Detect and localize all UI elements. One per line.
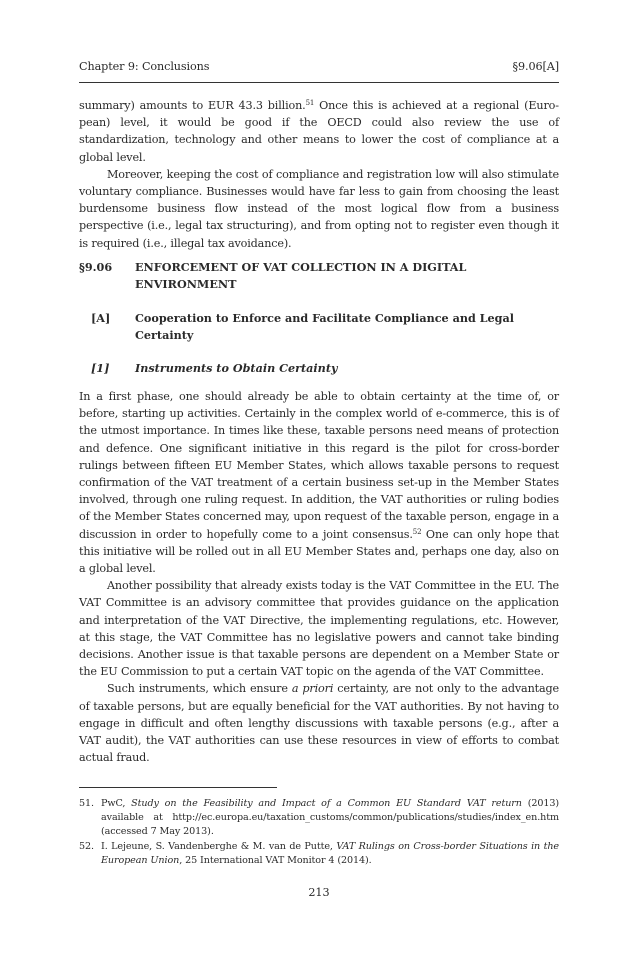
subsection-heading: [79, 310, 559, 344]
footnote-text: I. Lejeune, S. Vandenberghe & M. van de Putte, VAT Rulings on Cross-border Situations in the European Union, 25 International VAT Monitor 4 (2014).: [101, 840, 560, 866]
subsection-title: Cooperation to Enforce and Facilitate Compliance and Legal Certainty: [135, 311, 514, 343]
footnote-51: [79, 797, 559, 840]
footnote-rule: [79, 787, 277, 788]
section-heading: [79, 259, 559, 293]
footnote-number: 51.: [79, 798, 94, 809]
chapter-title: Chapter 9: Conclusions: [79, 60, 210, 73]
running-header: [79, 60, 559, 73]
section-reference: §9.06[A]: [512, 60, 559, 73]
main-paragraph-1: In a first phase, one should already be able to obtain certainty at the time of, or before, starting up activities. Certainly in the complex world of e-commerce, this is of the utmost importance. In times like these, taxable persons need means of protection and defence. One significant initiative in this regard is the pilot for cross-border rulings between fifteen EU Member States, which allows taxable persons to request confirmation of the VAT treatment of a certain business set-up in the Member States involved, through one ruling request. In addition, the VAT authorities or ruling bodies of the Member States concerned may, upon request of the taxable person, engage in a discussion in order to hopefully come to a joint consensus.$^{52}$ One can only hope that this initiative will be rolled out in all EU Member States and, perhaps one day, also on a global level.: [79, 390, 559, 576]
intro-paragraph-2: Moreover, keeping the cost of compliance and registration low will also stimulate voluntary compliance. Businesses would have far less to gain from choosing the least burdensome business flow instead of the most logical flow from a business perspective (i.e., legal tax structuring), and from opting not to register even though it is required (i.e., illegal tax avoidance).: [79, 167, 559, 250]
footnote-number: 52.: [79, 840, 94, 852]
header-rule: [79, 82, 559, 83]
main-paragraph-3: Such instruments, which ensure a priori certainty, are not only to the advantage of taxable persons, but are equally beneficial for the VAT authorities. By not having to engage in difficult and often lengthy discussions with taxable persons (e.g., after a VAT audit), the VAT authorities can use these resources in view of efforts to combat actual fraud.: [79, 682, 559, 765]
subsubsection-heading: [79, 360, 559, 377]
section-number: §9.06: [79, 260, 113, 274]
footnote-text: PwC, Study on the Feasibility and Impact of a Common EU Standard VAT return (2013) available at http://ec.europa.eu/taxation_customs/common/publications/studies/index_en.htm (accessed 7 May 2013).: [101, 798, 559, 838]
subsection-number: [A]: [91, 311, 111, 325]
intro-text: [79, 97, 559, 252]
main-text: [79, 388, 559, 766]
footnotes: [79, 797, 559, 868]
main-paragraph-2: Another possibility that already exists today is the VAT Committee in the EU. The VAT Committee is an advisory committee that provides guidance on the application and interpretation of the VAT Directive, the implementing regulations, etc. However, at this stage, the VAT Committee has no legislative powers and cannot take binding decisions. Another issue is that taxable persons are dependent on a Member State or the EU Commission to put a certain VAT topic on the agenda of the VAT Committee.: [79, 579, 559, 679]
footnote-ref-52[interactable]: 52: [412, 527, 422, 536]
subsubsection-number: [1]: [91, 361, 110, 375]
footnote-ref-51[interactable]: 51: [305, 99, 315, 107]
subsubsection-title: Instruments to Obtain Certainty: [135, 361, 338, 375]
intro-paragraph-1: summary) amounts to EUR 43.3 billion.$^{51}$ Once this is achieved at a regional (European) level, it would be good if the OECD could also review the use of standardization, technology and other means to lower the cost of compliance at a global level.: [79, 99, 560, 164]
page-number: 213: [308, 886, 330, 899]
section-title: ENFORCEMENT OF VAT COLLECTION IN A DIGITAL ENVIRONMENT: [135, 260, 467, 292]
footnote-52: [79, 840, 559, 868]
